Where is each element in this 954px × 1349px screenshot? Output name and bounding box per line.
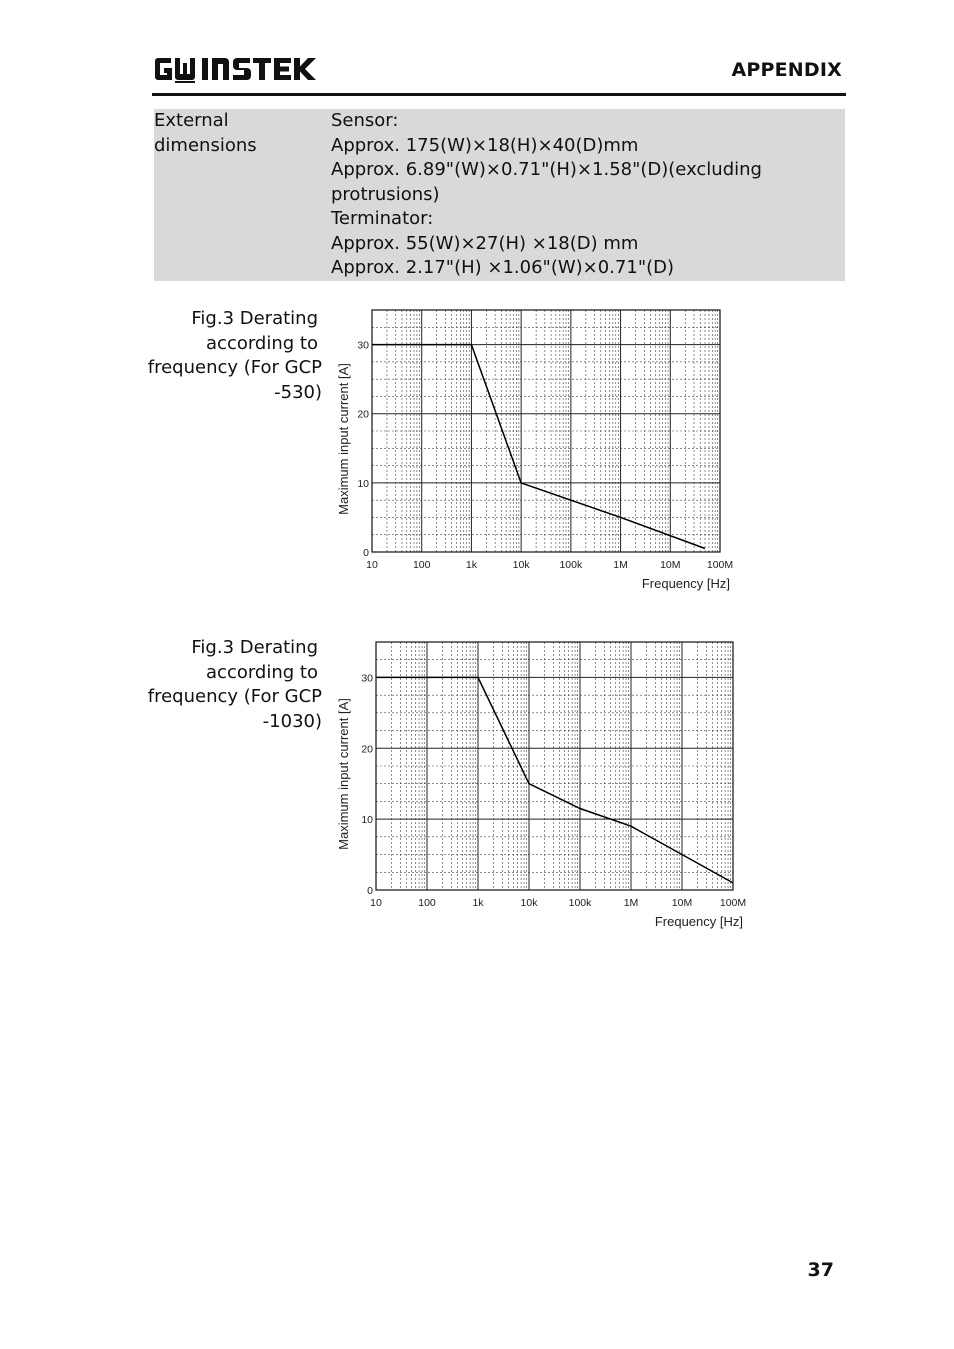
grid [372,310,720,552]
spec-label-line: dimensions [154,134,257,156]
spec-label [154,109,319,158]
caption-line: according to [206,332,318,354]
x-tick-label: 1k [472,897,484,909]
spec-value-line: protrusions) [331,183,440,205]
spec-label-line: External [154,110,229,131]
x-tick-label: 1M [613,559,628,571]
caption-line: frequency (For GCP [147,357,322,378]
figure-caption-gcp530 [142,307,322,405]
y-tick-label: 20 [357,408,369,421]
spec-value-line: Sensor: [331,110,399,131]
x-tick-label: 100 [418,897,436,909]
y-tick-label: 10 [357,477,369,490]
figure-caption-gcp1030 [142,636,322,734]
spec-value-line: Approx. 6.89"(W)×0.71"(H)×1.58"(D)(excluding [331,159,762,180]
x-tick-label: 100k [568,897,592,909]
y-tick-label: 20 [361,743,373,756]
caption-line: according to [206,661,318,683]
derating-chart-gcp1030 [330,632,750,932]
caption-line: -530) [274,381,322,403]
spec-value-line: Approx. 55(W)×27(H) ×18(D) mm [331,232,639,254]
x-tick-label: 1M [623,897,639,909]
x-axis-label: Frequency [Hz] [654,914,743,929]
caption-line: frequency (For GCP [147,686,322,707]
x-axis-label: Frequency [Hz] [641,576,730,591]
y-tick-label: 0 [363,547,369,559]
spec-value-line: Terminator: [331,208,434,229]
x-tick-label: 10M [660,559,681,571]
x-tick-label: 1k [465,559,477,571]
x-tick-label: 10k [512,559,530,571]
spec-value [331,109,845,281]
caption-line: Fig.3 Derating [191,637,318,658]
x-tick-label: 10k [520,897,538,909]
spec-value-line: Approx. 2.17"(H) ×1.06"(W)×0.71"(D) [331,257,675,278]
page-number: 37 [807,1259,834,1281]
x-tick-label: 100 [412,559,431,571]
x-tick-label: 10 [370,897,382,909]
y-tick-label: 30 [361,672,373,685]
x-tick-label: 100M [719,897,747,909]
x-tick-label: 10M [671,897,693,909]
x-tick-label: 10 [366,559,378,571]
y-axis-label: Maximum input current [A] [336,363,351,515]
series-line [376,677,733,883]
gw-instek-logo [153,55,323,83]
section-title: APPENDIX [731,59,842,81]
x-tick-label: 100M [706,559,734,571]
header-rule [152,93,846,96]
spec-value-line: Approx. 175(W)×18(H)×40(D)mm [331,134,639,156]
y-tick-label: 10 [361,814,373,827]
y-axis-label: Maximum input current [A] [336,698,351,850]
spec-table [154,109,845,281]
y-tick-label: 30 [357,339,369,352]
caption-line: -1030) [262,710,322,732]
derating-chart-gcp530 [330,300,750,600]
x-tick-label: 100k [559,559,583,571]
y-tick-label: 0 [367,885,373,897]
caption-line: Fig.3 Derating [191,308,318,329]
